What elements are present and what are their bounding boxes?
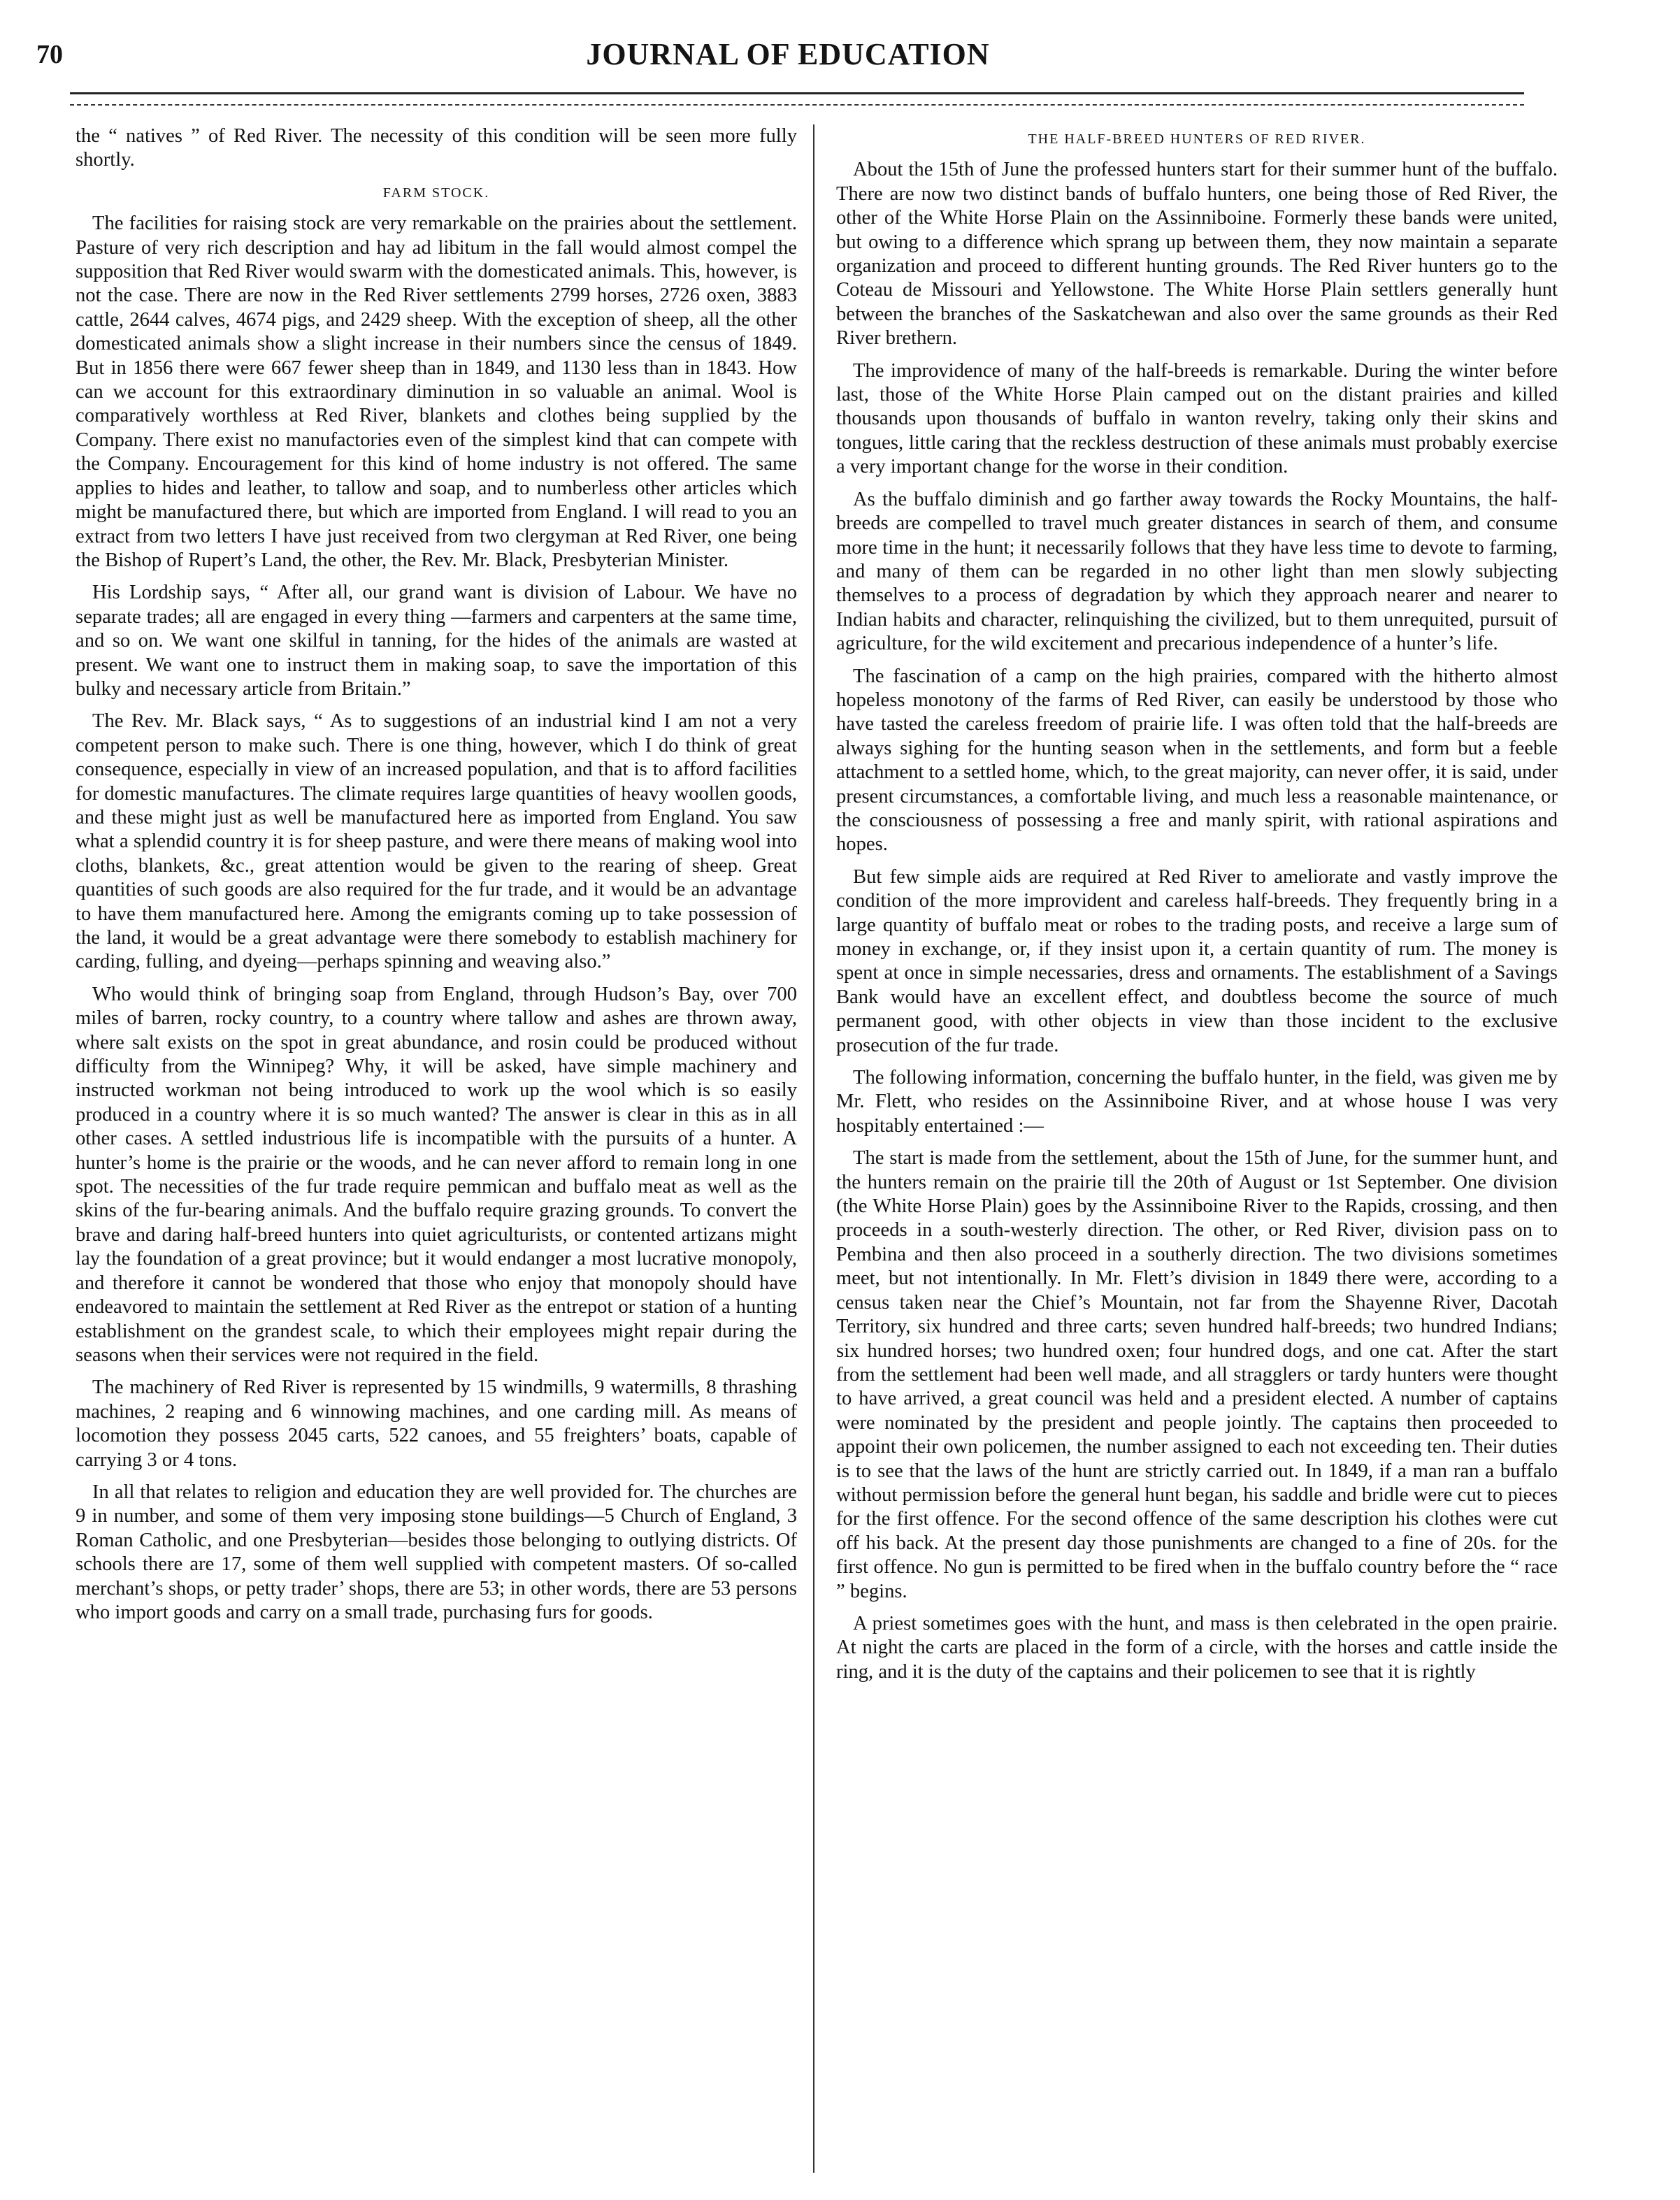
paragraph: A priest sometimes goes with the hunt, and mass is then celebrated in the open prairie. At night the carts are placed in the form of a circle, with the horses and cattle inside the ring, and it is the duty of the captains and their policemen to see that it is rightly [836, 1612, 1558, 1683]
paragraph: the “ natives ” of Red River. The necessity of this condition will be seen more fully shortly. [76, 125, 797, 171]
paragraph: Who would think of bringing soap from England, through Hudson’s Bay, over 700 miles of barren, rocky country, to a country where tallow and ashes are thrown away, where salt exists on the spot in great abundance, and rosin could be produced without difficulty from the Winnipeg? Why, it will be asked, have simple machinery and instructed workman not being introduced to work up the wool which is so easily produced in a country where it is so much wanted? The answer is clear in this as in all other cases. A settled industrious life is incompatible with the pursuits of a hunter. A hunter’s home is the prairie or the woods, and he can never afford to remain long in one spot. The necessities of the fur trade require pemmican and buffalo meat as well as the skins of the fur-bearing animals. And the buffalo require grazing grounds. To convert the brave and daring half-breed hunters into quiet agriculturists, or contented artizans might lay the foundation of a great province; but it would endanger a most lucrative monopoly, and therefore it cannot be wondered that those who enjoy that monopoly should have endeavored to maintain the settlement at Red River as the entrepot or station of a hunting establishment on the grandest scale, to which their employees might repair during the seasons when their services were not required in the field. [76, 983, 797, 1366]
left-column [76, 124, 797, 2180]
paragraph: His Lordship says, “ After all, our grand want is division of Labour. We have no separate trades; all are engaged in every thing —farmers and carpenters at the same time, and so on. We want one skilful in tanning, for the hides of the animals are wasted at present. We want one to instruct them in making soap, to save the importation of this bulky and necessary article from Britain.” [76, 582, 797, 700]
paragraph: As the buffalo diminish and go farther away towards the Rocky Mountains, the half-breeds are compelled to travel much greater distances in search of them, and consume more time in the hunt; it necessarily follows that they have less time to devote to farming, and many of them can be regarded in no other light than men slowly subjecting themselves to a process of degradation by which they approach nearer and nearer to Indian habits and character, relinquishing the civilized, but to them unrequited, pursuit of agriculture, for the wild excitement and precarious independence of a hunter’s life. [836, 488, 1558, 655]
paragraph: The improvidence of many of the half-breeds is remarkable. During the winter before last, those of the White Horse Plain camped out on the distant prairies and killed thousands upon thousands of buffalo in wanton revelry, taking only their skins and tongues, little caring that the reckless destruction of these animals must probably exercise a very important change for the worse in their condition. [836, 359, 1558, 478]
running-title: JOURNAL OF EDUCATION [586, 37, 990, 71]
paragraph: But few simple aids are required at Red River to ameliorate and vastly improve the condition of the more improvident and careless half-breeds. They frequently bring in a large quantity of buffalo meat or robes to the trading posts, and receive a large sum of money in exchange, or, if they insist upon it, a certain quantity of rum. The money is spent at once in simple necessaries, dress and ornaments. The establishment of a Savings Bank would have an excellent effect, and doubtless become the source of much permanent good, with other objects in view than those incident to the exclusive prosecution of the fur trade. [836, 865, 1558, 1056]
header-rule [70, 92, 1524, 106]
column-divider [813, 124, 814, 2173]
paragraph: The fascination of a camp on the high prairies, compared with the hitherto almost hopeless monotony of the farms of Red River, can easily be understood by those who have tasted the careless freedom of prairie life. I was often told that the half-breeds are always sighing for the hunting season when in the settlements, and form but a feeble attachment to a settled home, which, to the great majority, can never offer, it is said, under present circumstances, a comfortable living, and much less a reasonable maintenance, or the consciousness of possessing a free and manly spirit, with rational aspirations and hopes. [836, 665, 1558, 856]
section-heading-farm-stock: FARM STOCK. [382, 185, 490, 201]
paragraph: The following information, concerning the buffalo hunter, in the field, was given me by Mr. Flett, who resides on the Assinniboine River, and at whose house I was very hospitably entertained :— [836, 1067, 1558, 1137]
page-header [36, 34, 1539, 76]
paragraph: About the 15th of June the professed hunters start for their summer hunt of the buffalo. There are now two distinct bands of buffalo hunters, one being those of Red River, the other of the White Horse Plain on the Assinniboine. Formerly these bands were united, but owing to a difference which sprang up between them, they now maintain a separate organization and proceed to different hunting grounds. The Red River hunters go to the Coteau de Missouri and Yellowstone. The White Horse Plain settlers generally hunt between the branches of the Saskatchewan and also over the same grounds as their Red River brethern. [836, 159, 1558, 350]
paragraph: The facilities for raising stock are very remarkable on the prairies about the settlement. Pasture of very rich description and hay ad libitum in the fall would almost compel the supposition that Red River would swarm with the domesticated animals. This, however, is not the case. There are now in the Red River settlements 2799 horses, 2726 oxen, 3883 cattle, 2644 calves, 4674 pigs, and 2429 sheep. With the exception of sheep, all the other domesticated animals show a slight increase in their numbers since the census of 1849. But in 1856 there were 667 fewer sheep than in 1849, and 1130 less than in 1843. How can we account for this extraordinary diminution in so valuable an animal. Wool is comparatively worthless at Red River, blankets and clothes being supplied by the Company. There exist no manufactories even of the simplest kind that can compete with the Company. Encouragement for this kind of home industry is not offered. The same applies to hides and leather, to tallow and soap, and to numberless other articles which might be manufactured there, but which are imported from England. I will read to you an extract from two letters I have just received from two clergyman at Red River, one being the Bishop of Rupert’s Land, the other, the Rev. Mr. Black, Presbyterian Minister. [76, 213, 797, 571]
page-number: 70 [36, 40, 63, 69]
section-heading-half-breed-hunters: THE HALF-BREED HUNTERS OF RED RIVER. [1028, 131, 1366, 147]
paragraph: The machinery of Red River is represented by 15 windmills, 9 watermills, 8 thrashing machines, 2 reaping and 6 winnowing machines, and one carding mill. As means of locomotion they possess 2045 carts, 522 canoes, and 55 freighters’ boats, capable of carrying 3 or 4 tons. [76, 1376, 797, 1471]
paragraph: The Rev. Mr. Black says, “ As to suggestions of an industrial kind I am not a very competent person to make such. There is one thing, however, which I do think of great consequence, especially in view of an increased population, and that is to afford facilities for domestic manufactures. The climate requires large quantities of heavy woollen goods, and these might just as well be manufactured here as imported from England. You saw what a splendid country it is for sheep pasture, and were there means of making wool into cloths, blankets, &c., great attention would be given to the rearing of sheep. Great quantities of such goods are also required for the fur trade, and it would be an advantage to have them manufactured here. Among the emigrants coming up to take possession of the land, it would be a great advantage were there somebody to establish machinery for carding, fulling, and dyeing—perhaps spinning and weaving also.” [76, 710, 797, 973]
paragraph: The start is made from the settlement, about the 15th of June, for the summer hunt, and the hunters remain on the prairie till the 20th of August or 1st September. One division (the White Horse Plain) goes by the Assinniboine River to the Rapids, crossing, and then proceeds in a south-westerly direction. The other, or Red River, division pass on to Pembina and then also proceed in a southerly direction. The two divisions sometimes meet, but not intentionally. In Mr. Flett’s division in 1849 there were, according to a census taken near the Chief’s Mountain, not far from the Shayenne River, Dacotah Territory, six hundred and three carts; seven hundred half-breeds; two hundred Indians; six hundred horses; two hundred oxen; four hundred dogs, and one cat. After the start from the settlement had been well made, and all stragglers or tardy hunters were thought to have arrived, a great council was held and a president elected. A number of captains were nominated by the president and people jointly. The captains then proceeded to appoint their own policemen, the number assigned to each not exceeding ten. Their duties is to see that the laws of the hunt are strictly carried out. In 1849, if a man ran a buffalo without permission before the general hunt began, his saddle and bridle were cut to pieces for the first offence. For the second offence of the same description his clothes were cut off his back. At the present day those punishments are changed to a fine of 20s. for the first offence. No gun is permitted to be fired when in the buffalo country before the “ race ” begins. [836, 1147, 1558, 1602]
right-column [836, 124, 1558, 2180]
paragraph: In all that relates to religion and education they are well provided for. The churches are 9 in number, and some of them very imposing stone buildings—5 Church of England, 3 Roman Catholic, and one Presbyterian—besides those belonging to outlying districts. Of schools there are 17, some of them well supplied with competent masters. Of so-called merchant’s shops, or petty trader’ shops, there are 53; in other words, there are 53 persons who import goods and carry on a small trade, purchasing furs for goods. [76, 1481, 797, 1623]
